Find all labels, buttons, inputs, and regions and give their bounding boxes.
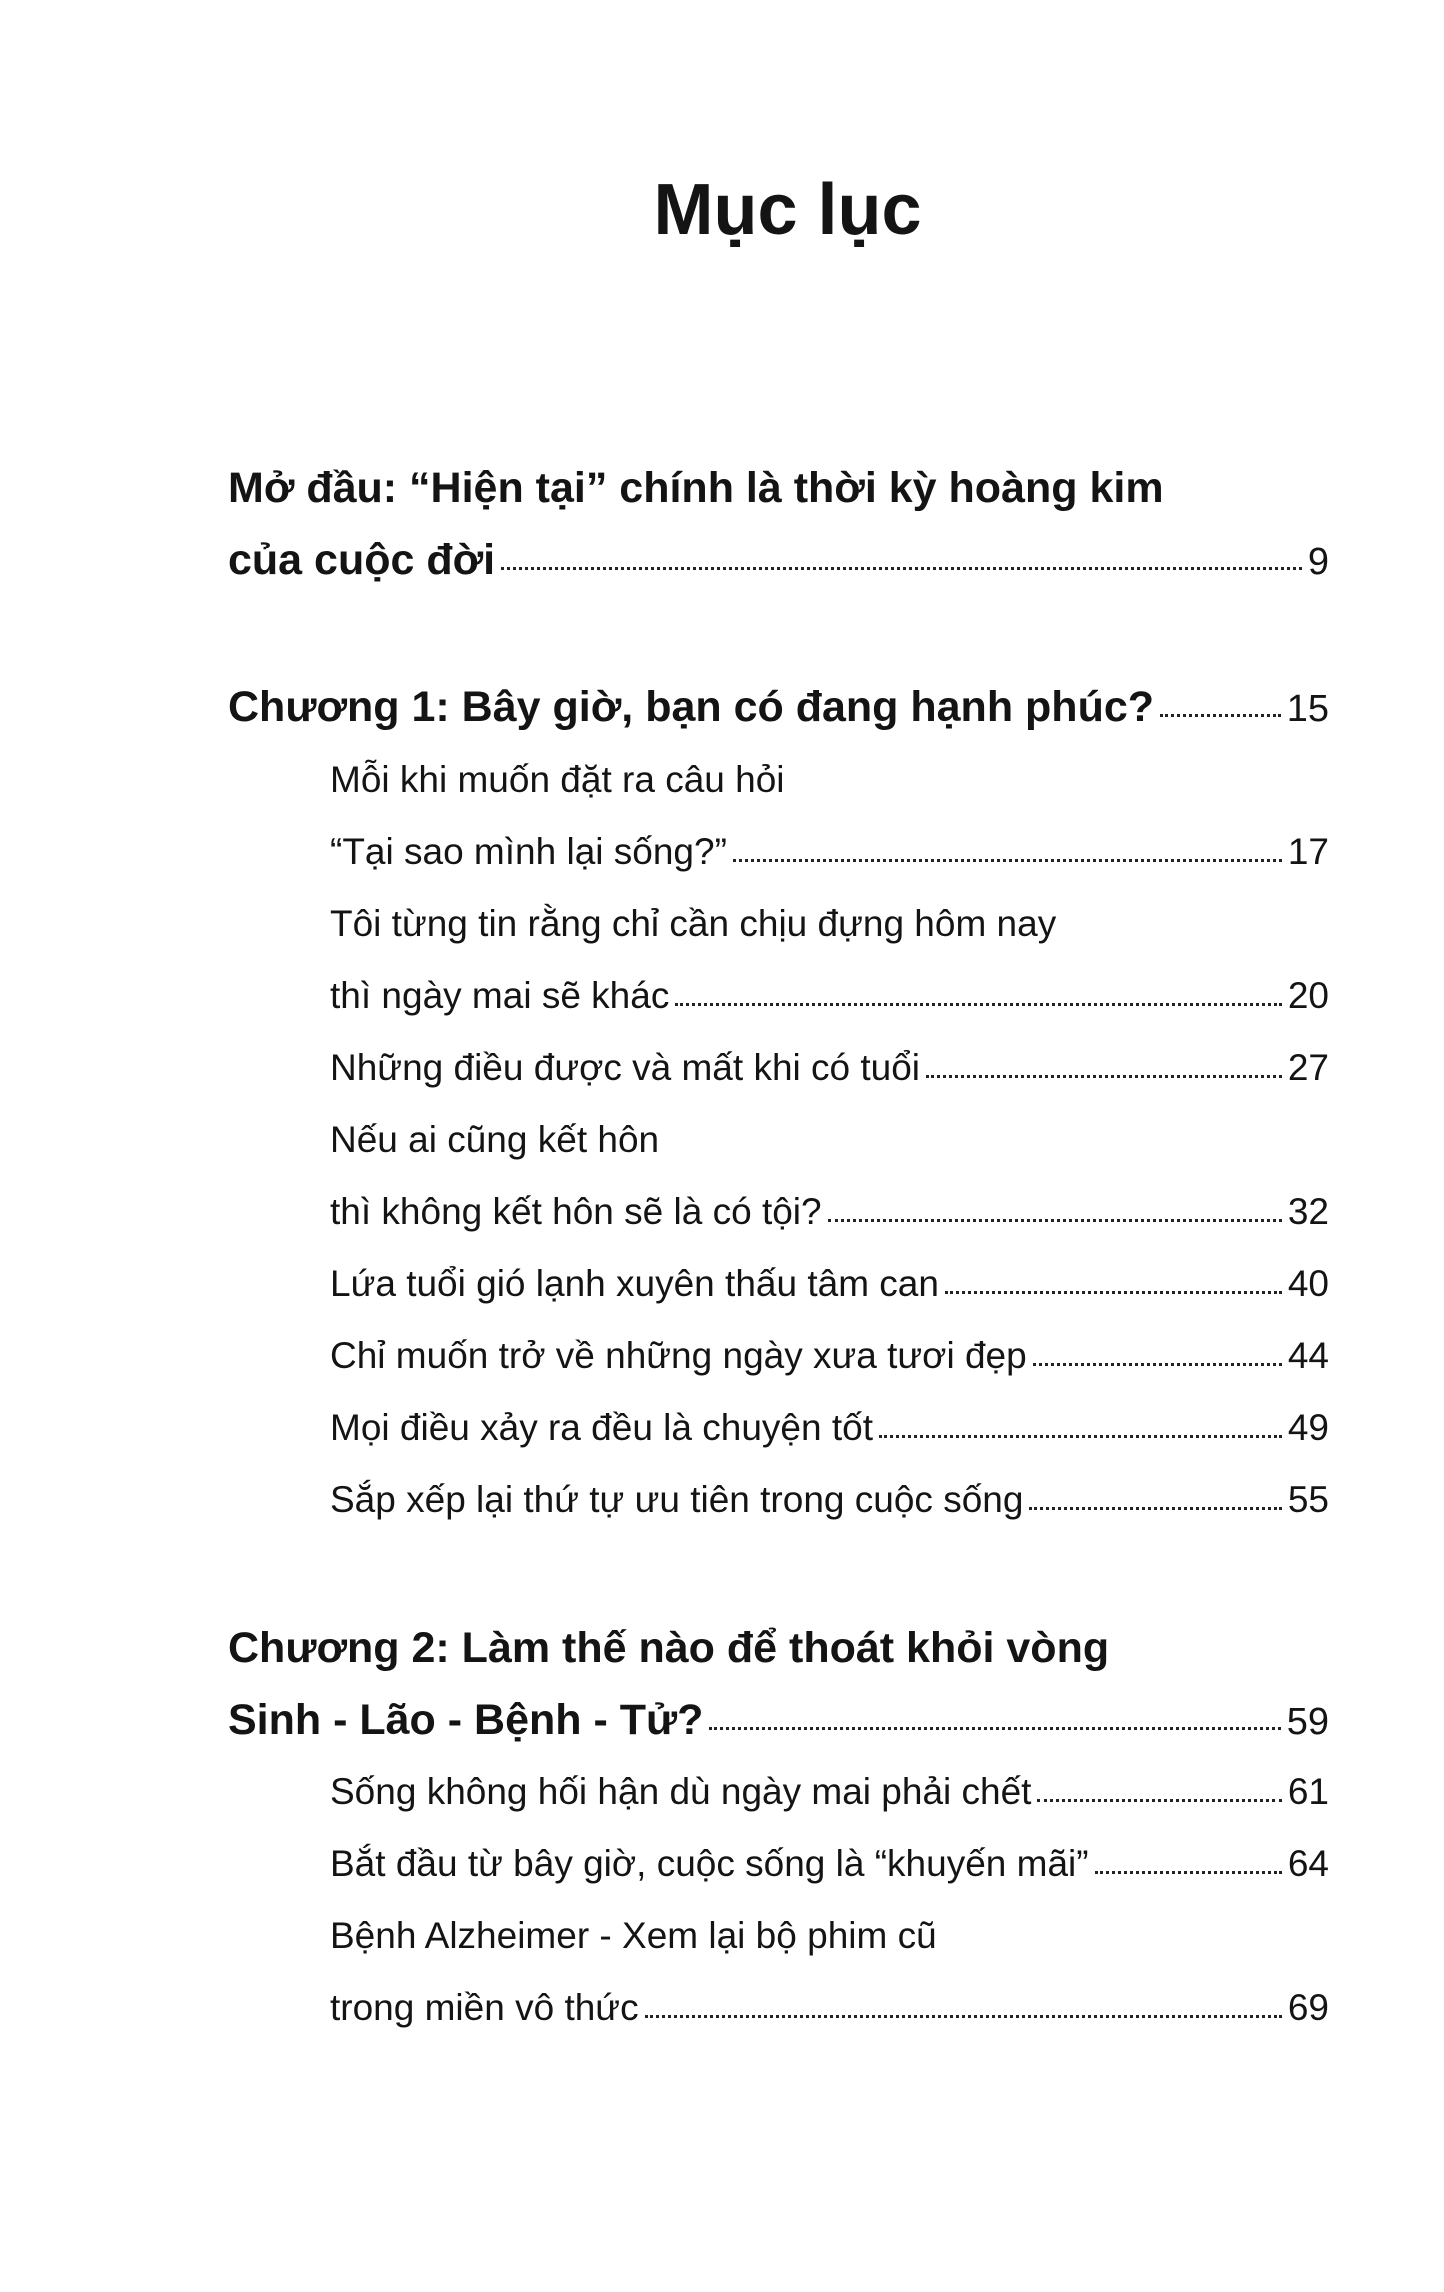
toc-entry-text: của cuộc đời: [228, 536, 496, 584]
toc-entry-section[interactable]: [330, 1040, 1329, 1096]
dot-leader: [501, 567, 1302, 570]
toc-entry-text: Mở đầu: “Hiện tại” chính là thời kỳ hoàng kim: [228, 464, 1164, 512]
toc-entry-section[interactable]: [330, 1400, 1329, 1456]
toc-entry-section[interactable]: [330, 1328, 1329, 1384]
dot-leader: [1033, 1363, 1282, 1366]
toc-entry-intro-line2[interactable]: [228, 532, 1329, 588]
toc-entry-text: Chương 2: Làm thế nào để thoát khỏi vòng: [228, 1624, 1110, 1672]
toc-entry-text: Chương 1: Bây giờ, bạn có đang hạnh phúc?: [228, 683, 1155, 731]
toc-entry-section[interactable]: [330, 1472, 1329, 1528]
toc-entry-section[interactable]: [330, 752, 1329, 808]
toc-entry-section[interactable]: [330, 968, 1329, 1024]
toc-entry-chapter-1[interactable]: [228, 679, 1329, 735]
toc-page-number: 40: [1287, 1263, 1329, 1304]
toc-page-number: 44: [1287, 1335, 1329, 1376]
dot-leader: [733, 859, 1282, 862]
toc-entry-text: Nếu ai cũng kết hôn: [330, 1119, 660, 1160]
dot-leader: [1160, 714, 1281, 717]
toc-entry-text: Chỉ muốn trở về những ngày xưa tươi đẹp: [330, 1335, 1027, 1376]
toc-entry-text: Tôi từng tin rằng chỉ cần chịu đựng hôm nay: [330, 903, 1057, 944]
toc-page-number: 17: [1287, 831, 1329, 872]
dot-leader: [709, 1727, 1280, 1730]
toc-page-number: 49: [1287, 1407, 1329, 1448]
dot-leader: [1095, 1871, 1282, 1874]
toc-entry-section[interactable]: [330, 1908, 1329, 1964]
toc-entry-text: Bắt đầu từ bây giờ, cuộc sống là “khuyến mãi”: [330, 1843, 1089, 1884]
dot-leader: [828, 1219, 1282, 1222]
toc-entry-text: Bệnh Alzheimer - Xem lại bộ phim cũ: [330, 1915, 937, 1956]
toc-entry-text: Lứa tuổi gió lạnh xuyên thấu tâm can: [330, 1263, 939, 1304]
toc-entry-section[interactable]: [330, 1112, 1329, 1168]
toc-page-number: 15: [1286, 688, 1329, 730]
toc-entry-text: Sống không hối hận dù ngày mai phải chết: [330, 1771, 1032, 1812]
toc-page-number: 9: [1307, 541, 1329, 583]
toc-entry-section[interactable]: [330, 824, 1329, 880]
dot-leader: [945, 1291, 1282, 1294]
dot-leader: [645, 2015, 1282, 2018]
toc-entry-text: thì không kết hôn sẽ là có tội?: [330, 1191, 822, 1232]
toc-page-number: 27: [1287, 1047, 1329, 1088]
toc-entry-text: Mỗi khi muốn đặt ra câu hỏi: [330, 759, 785, 800]
toc-entry-section[interactable]: [330, 1980, 1329, 2036]
toc-entry-text: Mọi điều xảy ra đều là chuyện tốt: [330, 1407, 873, 1448]
toc-entry-section[interactable]: [330, 1256, 1329, 1312]
toc-entry-text: Sắp xếp lại thứ tự ưu tiên trong cuộc sống: [330, 1479, 1024, 1520]
toc-entry-text: “Tại sao mình lại sống?”: [330, 831, 727, 872]
toc-page-number: 64: [1287, 1843, 1329, 1884]
toc-entry-section[interactable]: [330, 1836, 1329, 1892]
dot-leader: [926, 1075, 1282, 1078]
toc-entry-intro-line1[interactable]: [228, 460, 1329, 516]
dot-leader: [675, 1003, 1282, 1006]
toc-entry-text: thì ngày mai sẽ khác: [330, 975, 670, 1016]
toc-page-number: 20: [1287, 975, 1329, 1016]
page-title: Mục lục: [653, 170, 922, 250]
toc-entry-text: Những điều được và mất khi có tuổi: [330, 1047, 921, 1088]
toc-page-number: 61: [1287, 1771, 1329, 1812]
toc-entry-chapter-2-line2[interactable]: [228, 1692, 1329, 1748]
dot-leader: [879, 1435, 1282, 1438]
toc-entry-text: trong miền vô thức: [330, 1987, 639, 2028]
toc-page-number: 69: [1287, 1987, 1329, 2028]
toc-entry-section[interactable]: [330, 1764, 1329, 1820]
toc-page-number: 59: [1286, 1701, 1329, 1743]
toc-page-number: 55: [1287, 1479, 1329, 1520]
toc-entry-section[interactable]: [330, 896, 1329, 952]
toc-entry-section[interactable]: [330, 1184, 1329, 1240]
dot-leader: [1029, 1507, 1281, 1510]
toc-page-number: 32: [1287, 1191, 1329, 1232]
toc-entry-chapter-2-line1[interactable]: [228, 1620, 1329, 1676]
dot-leader: [1037, 1799, 1281, 1802]
toc-entry-text: Sinh - Lão - Bệnh - Tử?: [228, 1696, 704, 1744]
